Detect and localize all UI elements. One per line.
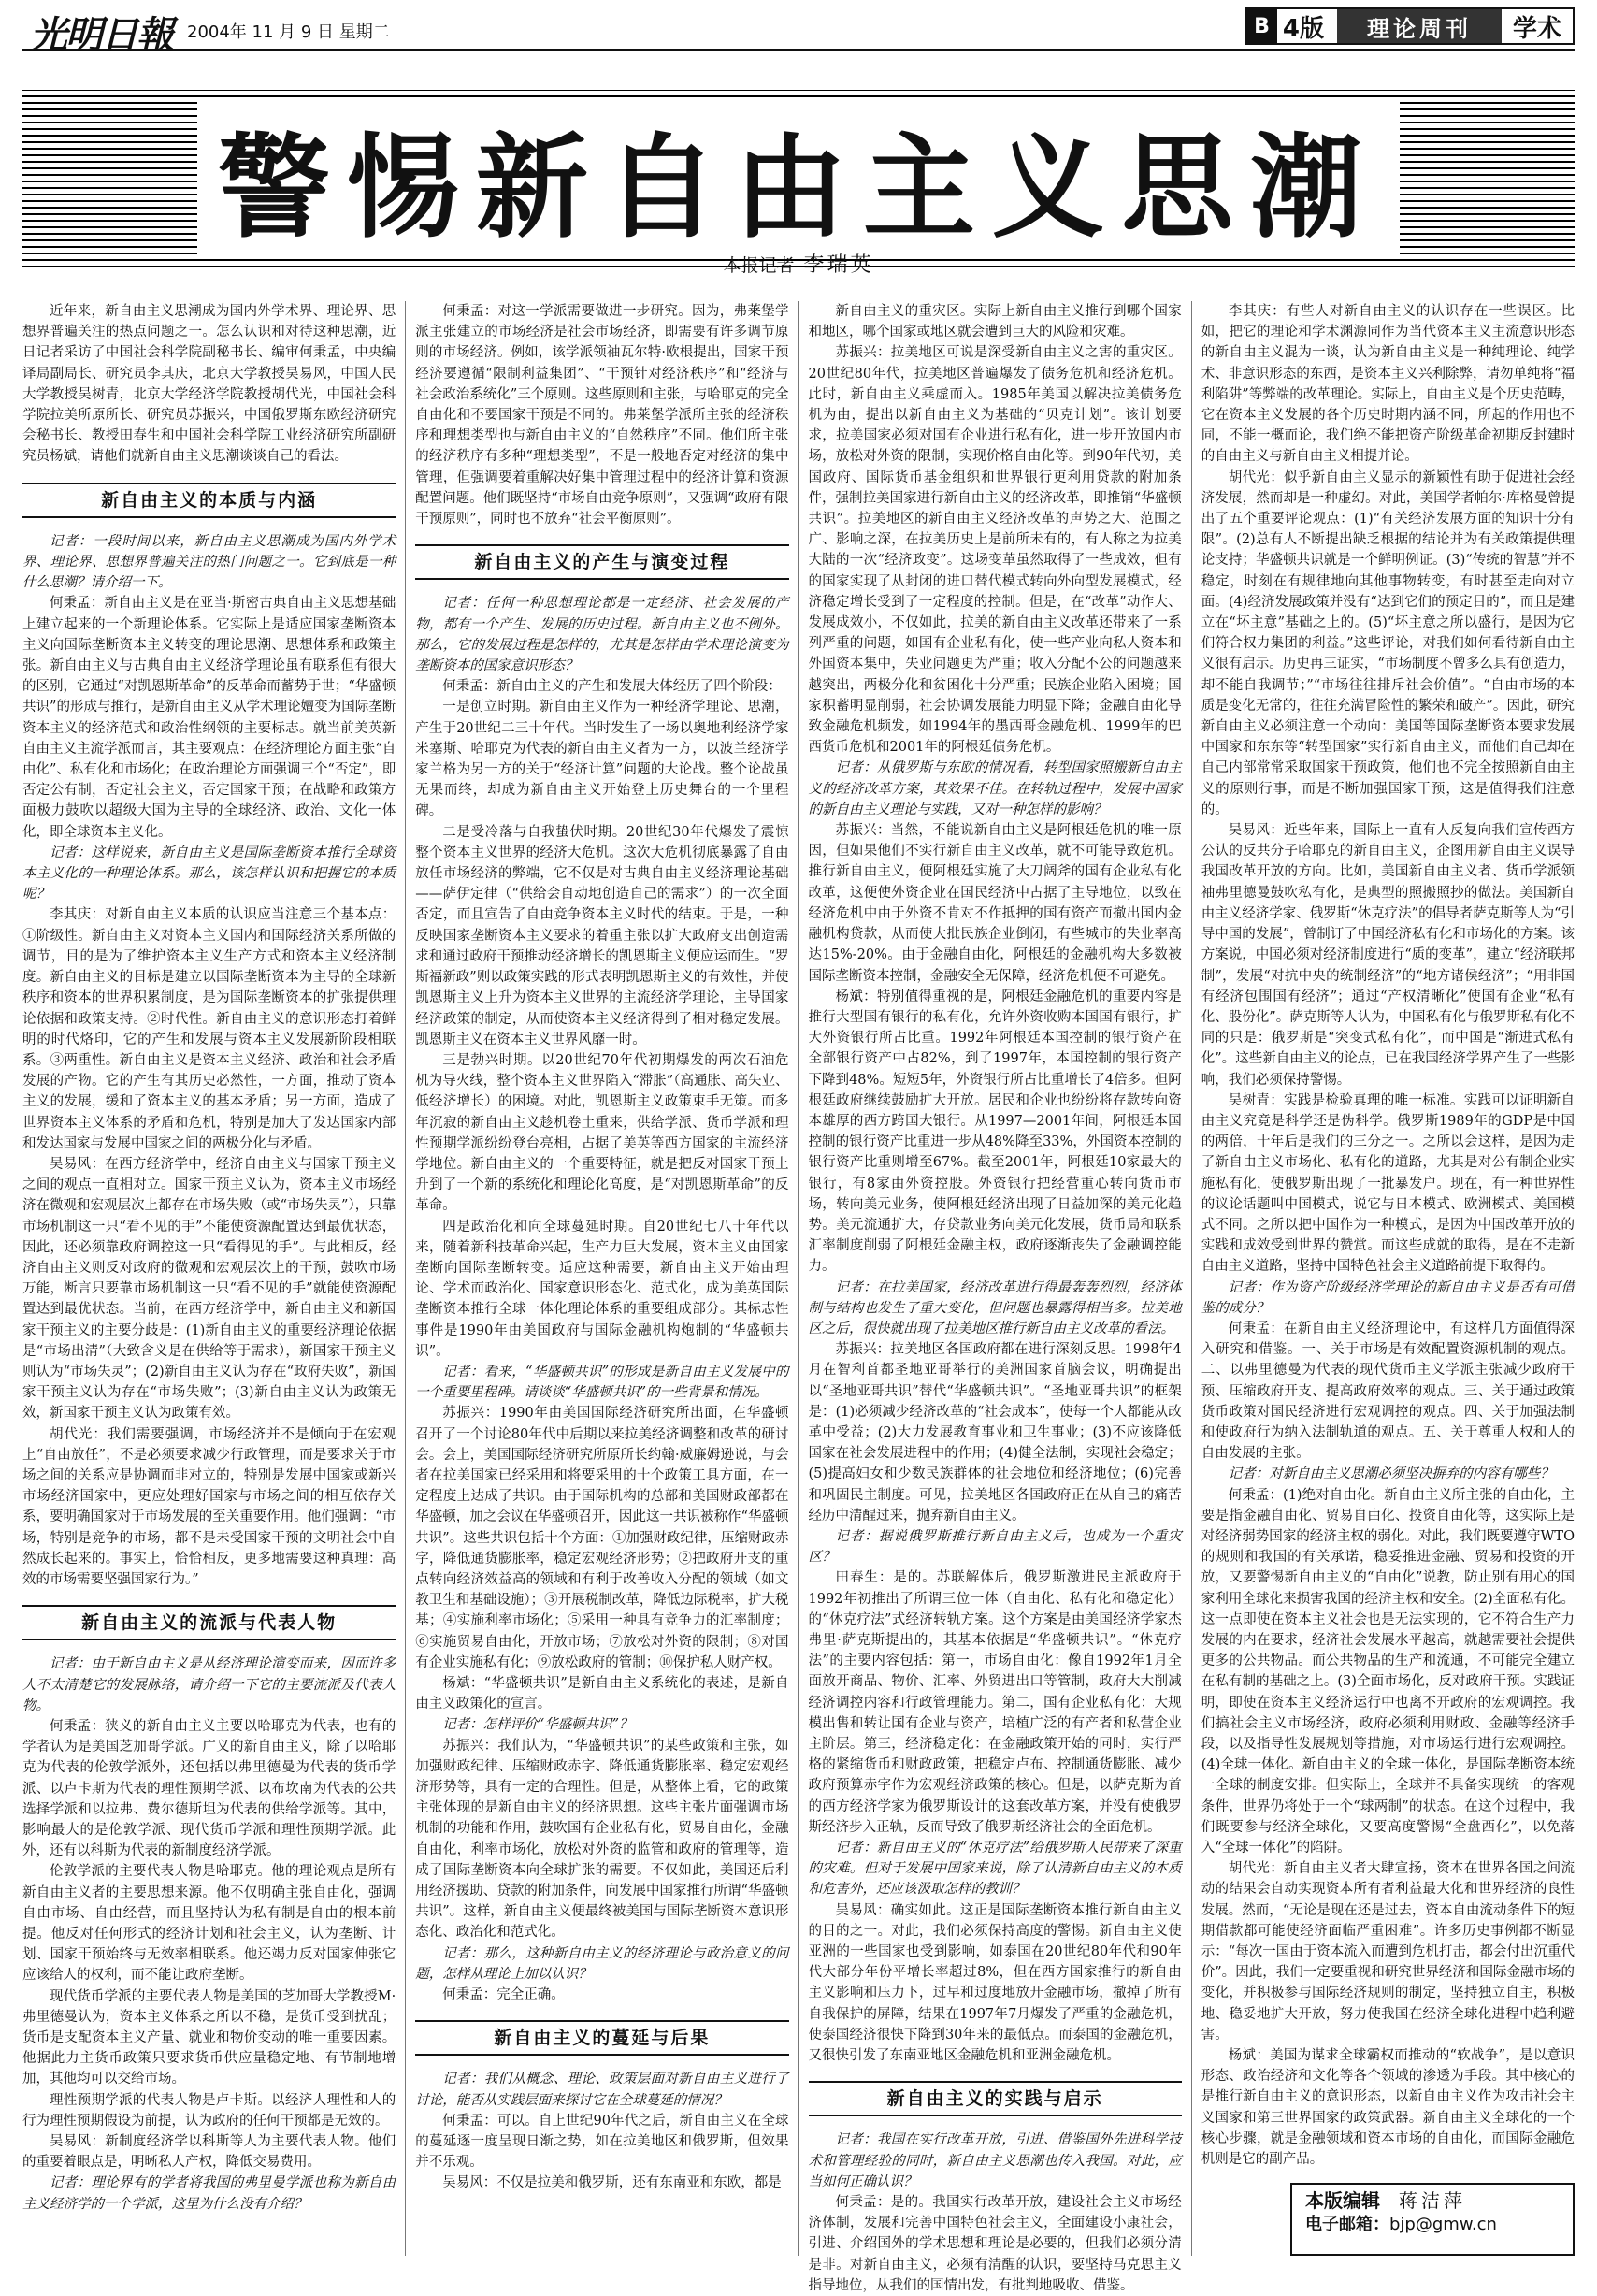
editor-box [1290, 2183, 1575, 2256]
article-columns [22, 301, 1575, 2293]
answer-paragraph: 何秉孟：是的。我国实行改革开放，建设社会主义市场经济体制，发展和完善中国特色社会主义，全面建设小康社会，引进、介绍国外的学术思想和理论是必要的，但我们必须分清是非。对新自由主义，必须有清醒的认识，要坚持马克思主义指导地位，从我们的国情出发，有批判地吸收、借鉴。 [808, 2195, 1182, 2293]
answer-paragraph: 李其庆：有些人对新自由主义的认识存在一些误区。比如，把它的理论和学术渊源同作为当代资本主义主流意识形态的新自由主义混为一谈，认为新自由主义是一种纯理论、纯学术、非意识形态的东西，是资本主义兴利除弊，请勿单纯将“福利陷阱”等弊端的改革理论。实际上，自由主义是个历史范畴，它在资本主义发展的各个历史时期内涵不同，所起的作用也不同，不能一概而论，我们绝不能把资产阶级革命初期反封建时的自由主义与新自由主义相提并论。 [1201, 304, 1575, 465]
page-letter: B [1246, 9, 1277, 43]
question-paragraph: 记者：新自由主义的“休克疗法”给俄罗斯人民带来了深重的灾难。但对于发展中国家来说，除了认清新自由主义的本质和危害外，还应该汲取怎样的教训？ [808, 1841, 1182, 1898]
answer-paragraph: 何秉孟：可以。自上世纪90年代之后，新自由主义在全球的蔓延逐一度呈现日渐之势，如在拉美地区和俄罗斯，但效果并不乐观。 [415, 2113, 789, 2171]
answer-paragraph: 何秉孟：新自由主义的产生和发展大体经历了四个阶段： [442, 679, 782, 695]
question-paragraph: 记者：在拉美国家，经济改革进行得最轰轰烈烈，经济体制与结构也发生了重大变化，但问题也暴露得相当多。拉美地区之后，很快就出现了拉美地区推行新自由主义改革的看法。 [808, 1279, 1182, 1336]
issue-date: 2004年 11 月 9 日 星期二 [187, 22, 390, 42]
answer-paragraph: 何秉孟：(1)绝对自由化。新自由主义所主张的自由化，主要是指金融自由化、贸易自由化、投资自由化等，这实际上是对经济弱势国家的经济主权的弱化。对此，我们既要遵守WTO的规则和我国的有关承诺，稳妥推进金融、贸易和投资的开放，又要警惕新自由主义的“自由化”说教，防止别有用心的国家利用全球化来损害我国的经济主权和安全。(2)全面私有化。这一点即使在资本主义社会也是无法实现的，它不符合生产力发展的内在要求，经济社会发展水平越高，就越需要社会提供更多的公共物品。而公共物品的生产和流通，不可能完全建立在私有制的基础之上。(3)全面市场化，反对政府干预。实践证明，即使在资本主义经济运行中也离不开政府的宏观调控。我们搞社会主义市场经济，政府必须利用财政、金融等经济手段，以及指导性发展规划等措施，对市场运行进行宏观调控。(4)全球一体化。新自由主义的全球一体化，是国际垄断资本统一全球的制度安排。但实际上，全球并不具备实现统一的客观条件，世界仍将处于一个“球两制”的状态。在这个过程中，我们既要参与经济全球化，又要高度警惕“全盘西化”，以免落入“全球一体化”的陷阱。 [1201, 1487, 1575, 1856]
email-line [1292, 2211, 1573, 2239]
subhead: 新自由主义的产生与演变过程 [415, 544, 788, 580]
page-badge [1245, 7, 1575, 45]
answer-paragraph: 二是受冷落与自我蛰伏时期。20世纪30年代爆发了震惊整个资本主义世界的经济大危机。这次大危机彻底暴露了自由放任市场经济的弊端，它不仅是对古典自由主义经济理论基础——萨伊定律（“供给会自动地创造自己的需求”）的一次全面否定，而且宣告了自由竞争资本主义时代的结束。于是，一种反映国家垄断资本主义要求的着重主张以扩大政府支出创造需求和通过政府干预推动经济增长的凯恩斯主义便应运而生。“罗斯福新政”则以政策实践的形式表明凯恩斯主义的有效性，并使凯恩斯主义上升为资本主义世界的主流经济学理论，主导国家经济政策的制定，从而使资本主义经济得到了相对稳定发展。凯恩斯主义在资本主义世界风靡一时。 [415, 824, 789, 1047]
answer-paragraph: 何秉孟：对这一学派需要做进一步研究。因为，弗莱堡学派主张建立的市场经济是社会市场经济，即需要有许多调节原则的市场经济。例如，该学派领袖瓦尔特·欧根提出，国家干预经济要遵循“限制利益集团”、“干预针对经济秩序”和“经济与社会政治系统化”三个原则。这些原则和主张，与哈耶克的完全自由化和不要国家干预是不同的。弗莱堡学派所主张的经济秩序和理想类型也与新自由主义的“自然秩序”不同。他们所主张的经济秩序有多种“理想类型”，不是一般地否定对经济的集中管理，但强调要着重解决好集中管理过程中的经济计算和资源配置问题。他们既坚持“市场自由竞争原则”，又强调“政府有限干预原则”，同时也不放弃“社会平衡原则”。 [415, 304, 789, 527]
answer-paragraph: 吴易风：不仅是拉美和俄罗斯，还有东南亚和东欧，都是 [442, 2175, 782, 2191]
question-paragraph: 记者：这样说来，新自由主义是国际垄断资本推行全球资本主义化的一种理论体系。那么，该怎样认识和把握它的本质呢？ [22, 845, 396, 903]
question-paragraph: 记者：看来，“华盛顿共识”的形成是新自由主义发展中的一个重要里程碑。请谈谈“华盛顿共识”的一些背景和情况。 [415, 1364, 789, 1401]
section-name: 理论周刊 [1337, 9, 1502, 43]
masthead [22, 6, 1575, 57]
field-name: 学术 [1512, 14, 1561, 43]
answer-paragraph: 苏振兴：拉美地区各国政府都在进行深刻反思。1998年4月在智利首都圣地亚哥举行的美洲国家首脑会议，明确提出以“圣地亚哥共识”替代“华盛顿共识”。“圣地亚哥共识”的框架是：(1)必须减少经济改革的“社会成本”，使每一个人都能从改革中受益；(2)大力发展教育事业和卫生事业；(3)不应该降低国家在社会发展进程中的作用；(4)健全法制，实现社会稳定；(5)提高妇女和少数民族群体的社会地位和经济地位；(6)完善和巩固民主制度。可见，拉美地区各国政府正在从自己的痛苦经历中清醒过来，抛弃新自由主义。 [808, 1342, 1182, 1523]
headline-text: 警惕新自由主义思潮 [197, 98, 1400, 259]
headline [22, 90, 1575, 267]
question-paragraph: 记者：作为资产阶级经济学理论的新自由主义是否有可借鉴的成分？ [1201, 1279, 1575, 1316]
answer-paragraph: 一是创立时期。新自由主义作为一种经济学理论、思潮，产生于20世纪二三十年代。当时发生了一场以奥地利经济学家米塞斯、哈耶克为代表的新自由主义者为一方，以波兰经济学家兰格为另一方的关于“经济计算”问题的大论战。整个论战虽无果而终，却成为新自由主义开始登上历史舞台的一个里程碑。 [415, 700, 789, 819]
answer-paragraph: 苏振兴：1990年由美国国际经济研究所出面，在华盛顿召开了一个讨论80年代中后期以来拉美经济调整和改革的研讨会。会上，美国国际经济研究所原所长约翰·威廉姆逊说，与会者在拉美国家已经采用和将要采用的十个政策工具方面，在一定程度上达成了共识。由于国际机构的总部和美国财政部都在华盛顿，加之会议在华盛顿召开，因此这一共识被称作“华盛顿共识”。这些共识包括十个方面：①加强财政纪律，压缩财政赤字，降低通货膨胀率，稳定宏观经济形势；②把政府开支的重点转向经济效益高的领域和有利于改善收入分配的领域（如文教卫生和基础设施）；③开展税制改革，降低边际税率，扩大税基；④实施利率市场化；⑤采用一种具有竞争力的汇率制度；⑥实施贸易自由化，开放市场；⑦放松对外资的限制；⑧对国有企业实施私有化；⑨放松政府的管制；⑩保护私人财产权。 [415, 1406, 789, 1670]
answer-paragraph: 苏振兴：当然，不能说新自由主义是阿根廷危机的唯一原因，但如果他们不实行新自由主义改革，就不可能导致危机。推行新自由主义，便阿根廷实施了大刀阔斧的国有企业私有化改革，这便使外资企业在国民经济中占据了主导地位，以致在经济危机中由于外资不肯对不作抵押的国有资产而撤出国内金融机构贷款，从而使大批民族企业倒闭，有些城市的失业率高达15%-20%。由于金融自由化，阿根廷的金融机构大多数被国际垄断资本控制，金融安全无保障，经济危机便不可避免。 [808, 823, 1182, 984]
question-paragraph: 记者：据说俄罗斯推行新自由主义后，也成为一个重灾区？ [808, 1528, 1182, 1566]
column-4 [1191, 301, 1575, 2256]
byline [0, 249, 1597, 278]
answer-paragraph: 理性预期学派的代表人物是卢卡斯。以经济人理性和人的行为理性预期假设为前提，认为政府的任何干预都是无效的。 [22, 2092, 396, 2129]
question-paragraph: 记者：怎样评价“华盛顿共识”？ [442, 1717, 633, 1733]
question-paragraph: 记者：我国在实行改革开放，引进、借鉴国外先进科学技术和管理经验的同时，新自由主义思潮也传入我国。对此，应当如何正确认识？ [808, 2132, 1182, 2189]
byline-label: 本报记者 [723, 255, 795, 276]
answer-paragraph: 胡代光：新自由主义者大肆宣扬，资本在世界各国之间流动的结果会自动实现资本所有者利益最大化和世界经济的良性发展。然而，“无论是现在还是过去，资本自由流动条件下的短期借款都可能使经济面临严重困难”。许多历史事例都不断显示：“每次一国由于资本流入而遭到危机打击，都会付出沉重代价”。因此，我们一定要重视和研究世界经济和国际金融市场的变化，并积极参与国际经济规则的制定，坚持独立自主，积极地、稳妥地扩大开放，努力使我国在经济全球化进程中趋利避害。 [1201, 1861, 1575, 2043]
answer-paragraph: 胡代光：似乎新自由主义显示的新颖性有助于促进社会经济发展，然而却是一种虚幻。对此，美国学者帕尔·库格曼曾提出了五个重要评论观点：(1)“有关经济发展方面的知识十分有限”。(2)总有人不断提出缺乏根据的结论并为有关政策提供理论支持；华盛顿共识就是一个鲜明例证。(3)“传统的智慧”并不稳定，时刻在有规律地向其他事物转变，有时甚至走向对立面。(4)经济发展政策并没有“达到它们的预定目的”，而且是建立在“坏主意”基础之上的。(5)“坏主意之所以盛行，是因为它们符合权力集团的利益。”这些评论，对我们如何看待新自由主义很有启示。历史再三证实，“市场制度不曾多么具有创造力，却不能自我调节；”“市场往往排斥社会价值”。“自由市场的本质是变化无常的，往往充满冒险性的繁荣和破产”。因此，研究新自由主义必须注意一个动向：美国等国际垄断资本要求发展中国家和东东等“转型国家”实行新自由主义，而他们自己却在自己内部常常采取国家干预政策，他们也不完全按照新自由主义的原则行事，而是不断加强国家干预，这是值得我们注意的。 [1201, 469, 1575, 817]
answer-paragraph: 何秉孟：新自由主义是在亚当·斯密古典自由主义思想基础上建立起来的一个新理论体系。它实际上是适应国家垄断资本主义向国际垄断资本主义转变的理论思潮、思想体系和政策主张。新自由主义与古典自由主义经济学理论虽有联系但有很大的区别，它通过“对凯恩斯革命”的反革命而蓄势于世；“华盛顿共识”的形成与推行，是新自由主义从学术理论嬗变为国际垄断资本主义的经济范式和政治性纲领的主要标志。就当前美英新自由主义主流学派而言，其主要观点：在经济理论方面主张“自由化”、私有化和市场化；在政治理论方面强调三个“否定”，即否定公有制，否定社会主义，否定国家干预；在战略和政策方面极力鼓吹以超级大国为主导的全球经济、政治、文化一体化，即全球资本主义化。 [22, 596, 396, 840]
subhead: 新自由主义的流派与代表人物 [22, 1605, 396, 1640]
answer-paragraph: 吴易风：在西方经济学中，经济自由主义与国家干预主义之间的观点一直相对立。国家干预主义认为，资本主义市场经济在微观和宏观层次上都存在市场失败（或“市场失灵”），只靠市场机制这一只“看不见的手”不能使资源配置达到最优状态，因此，还必须靠政府调控这一只“看得见的手”。与此相反，经济自由主义则反对政府的微观和宏观层次上的干预，鼓吹市场万能，断言只要靠市场机制这一只“看不见的手”就能使资源配置达到最优状态。当前，在西方经济学中，新自由主义和新国家干预主义的主要分歧是：(1)新自由主义的重要经济理论依据是“市场出清”（大致含义是在供给等于需求），新国家干预主义则认为“市场失灵”；(2)新自由主义认为存在“政府失败”，新国家干预主义认为存在“市场失败”；(3)新自由主义认为政策无效，新国家干预主义认为政策有效。 [22, 1156, 396, 1422]
answer-paragraph: 三是勃兴时期。以20世纪70年代初期爆发的两次石油危机为导火线，整个资本主义世界陷入“滞胀”（高通胀、高失业、低经济增长）的困境。对此，凯恩斯主义政策束手无策。而多年沉寂的新自由主义趁机卷土重来，供给学派、货币学派和理性预期学派纷纷登台亮相，占据了美英等西方国家的主流经济学地位。新自由主义的一个重要特征，就是把反对国家干预上升到了一个新的系统化和理论化高度，是“对凯恩斯革命”的反革命。 [415, 1052, 789, 1214]
newspaper-logo: 光明日報 [30, 13, 172, 57]
subhead: 新自由主义的本质与内涵 [22, 483, 396, 518]
question-paragraph: 记者：一段时间以来，新自由主义思潮成为国内外学术界、理论界、思想界普遍关注的热门问题之一。它到底是一种什么思潮？请介绍一下。 [22, 533, 396, 591]
email-address[interactable]: bjp@gmw.cn [1389, 2215, 1497, 2235]
question-paragraph: 记者：那么，这种新自由主义的经济理论与政治意义的问题，怎样从理论上加以认识？ [415, 1945, 789, 1982]
answer-paragraph: 杨斌：美国为谋求全球霸权而推动的“软战争”，是以意识形态、政治经济和文化等各个领域的渗透为手段。其中核心的是推行新自由主义的意识形态，以新自由主义作为攻击社会主义国家和第三世界国家的政策武器。新自由主义全球化的一个核心步骤，就是金融领域和资本市场的自由化，而国际金融危机则是它的副产品。 [1201, 2048, 1575, 2168]
answer-paragraph: 胡代光：我们需要强调，市场经济并不是倾向于在宏观上“自由放任”，不是必须要求减少行政管理，而是要求关于市场之间的关系应是协调而非对立的，特别是发展中国家或新兴市场经济国家中，更应处理好国家与市场之间的相互依存关系，要明确国家对于市场发展的至关重要作用。他们强调：“市场，特别是竞争的市场，都不是未受国家干预的文明社会中自然成长起来的。事实上，恰恰相反，更多地需要这种真理：高效的市场需要坚强国家行为。” [22, 1426, 396, 1587]
answer-paragraph: 杨斌：特别值得重视的是，阿根廷金融危机的重要内容是推行大型国有银行的私有化，允许外资收购本国国有银行，扩大外资银行所占比重。1992年阿根廷本国控制的银行资产在全部银行资产中占82%，到了1997年，本国控制的银行资产下降到48%。短短5年，外资银行所占比重增长了4倍多。但阿根廷政府继续鼓励扩大开放。居民和企业也纷纷将存款转向资本雄厚的西方跨国大银行。从1997—2001年间，阿根廷本国控制的银行资产比重进一步从48%降至33%，外国资本控制的银行资产比重则增至67%。截至2001年，阿根廷10家最大的银行，有8家由外资控股。外资银行把经营重心转向货币市场，转向美元业务，使阿根廷经济出现了日益加深的美元化趋势。美元流通扩大，存贷款业务向美元化发展，货币局和联系汇率制度削弱了阿根廷金融主权，政府逐渐丧失了金融调控能力。 [808, 989, 1182, 1275]
answer-paragraph: 吴易风：确实如此。这正是国际垄断资本推行新自由主义的目的之一。对此，我们必须保持高度的警惕。新自由主义使亚洲的一些国家也受到影响，如泰国在20世纪80年代和90年代大部分年份平增长率超过8%，但在西方国家推行的新自由主义影响和压力下，过早和过度地放开金融市场，撤掉了所有自我保护的屏障，结果在1997年7月爆发了严重的金融危机，使泰国经济很快下降到30年来的最低点。而泰国的金融危机，又很快引发了东南亚地区金融危机和亚洲金融危机。 [808, 1902, 1182, 2064]
page-number: 4版 [1282, 14, 1324, 43]
question-paragraph: 记者：任何一种思想理论都是一定经济、社会发展的产物，都有一个产生、发展的历史过程。新自由主义也不例外。那么，它的发展过程是怎样的，尤其是怎样由学术理论演变为垄断资本的国家意识形态？ [415, 596, 789, 674]
answer-paragraph: 苏振兴：我们认为，“华盛顿共识”的某些政策和主张，如加强财政纪律、压缩财政赤字、降低通货膨胀率、稳定宏观经济形势等，具有一定的合理性。但是，从整体上看，它的政策主张体现的是新自由主义的经济思想。这些主张片面强调市场机制的功能和作用，鼓吹国有企业私有化，贸易自由化，金融自由化，利率市场化，放松对外资的监管和政府的管理等，造成了国际垄断资本向全球扩张的需要。不仅如此，美国还后利用经济援助、贷款的附加条件，向发展中国家推行所谓“华盛顿共识”。这样，新自由主义便最终被美国与国际垄断资本意识形态化、政治化和范式化。 [415, 1738, 789, 1941]
headline-banner [22, 90, 1575, 267]
editor-line [1292, 2185, 1573, 2211]
column-1 [22, 301, 396, 2256]
answer-paragraph: 何秉孟：在新自由主义经济理论中，有这样几方面值得深入研究和借鉴。一、关于市场是有效配置资源机制的观点。二、以弗里德曼为代表的现代货币主义学派主张减少政府干预、压缩政府开支、提高政府效率的观点。三、关于通过政策货币政策对国民经济进行宏观调控的观点。四、关于加强法制和使政府行为纳入法制轨道的观点。五、关于尊重人权和人的自由发展的主张。 [1201, 1321, 1575, 1462]
editor-label: 本版编辑 [1305, 2189, 1380, 2212]
answer-paragraph: 伦敦学派的主要代表人物是哈耶克。他的理论观点是所有新自由主义者的主要思想来源。他不仅明确主张自由化，强调自由市场、自由经营，而且坚持认为私有制是自由的根本前提。他反对任何形式的经济计划和社会主义，认为垄断、计划、国家干预始终与无效率相联系。他还竭力反对国家伸张它应该给人的权利，而不能让政府垄断。 [22, 1864, 396, 1984]
byline-name: 李瑞英 [803, 253, 874, 277]
question-paragraph: 记者：我们从概念、理论、政策层面对新自由主义进行了讨论，能否从实践层面来探讨它在全球蔓延的情况？ [415, 2072, 789, 2108]
editor-name: 蒋洁萍 [1399, 2189, 1466, 2212]
question-paragraph: 记者：由于新自由主义是从经济理论演变而来，因而许多人不太清楚它的发展脉络，请介绍一下它的主要流派及代表人物。 [22, 1656, 396, 1713]
answer-paragraph: 吴易风：近些年来，国际上一直有人反复向我们宣传西方公认的反共分子哈耶克的新自由主义，企图用新自由主义误导我国改革开放的方向。比如，美国新自由主义者、货币学派领袖弗里德曼鼓吹私有化，是典型的照搬照抄的做法。美国新自由主义经济学家、俄罗斯“休克疗法”的倡导者萨克斯等人为“引导中国的发展”，曾制订了中国经济私有化和市场化的方案。该方案说，中国必须对经济制度进行“质的变革”，建立“经济联邦制”，发展“对抗中央的统制经济”的“地方诸侯经济”；“用非国有经济包围国有经济”；通过“产权清晰化”使国有企业“私有化、股份化”。萨克斯等人认为，中国私有化与俄罗斯私有化不同的只是：俄罗斯是“突变式私有化”，而中国是“渐进式私有化”。这些新自由主义的论点，已在我国经济学界产生了一些影响，我们必须保持警惕。 [1201, 823, 1575, 1088]
answer-paragraph: 杨斌：“华盛顿共识”是新自由主义系统化的表述，是新自由主义政策化的宣言。 [415, 1676, 789, 1712]
answer-paragraph: 吴树青：实践是检验真理的唯一标准。实践可以证明新自由主义究竟是科学还是伪科学。俄罗斯1989年的GDP是中国的两倍，十年后是我们的三分之一。之所以会这样，是因为走了新自由主义市场化、私有化的道路，尤其是对公有制企业实施私有化，使俄罗斯出现了一批暴发户。现在，有一种世界性的议论话题叫中国模式，说它与日本模式、欧洲模式、美国模式不同。之所以把中国作为一种模式，是因为中国改革开放的实践和成效受到世界的赞赏。而这些成就的取得，是在不走新自由主义道路，坚持中国特色社会主义道路前提下取得的。 [1201, 1092, 1575, 1275]
email-label: 电子邮箱： [1305, 2215, 1389, 2235]
answer-paragraph: 何秉孟：狭义的新自由主义主要以哈耶克为代表，也有的学者认为是美国芝加哥学派。广义的新自由主义，除了以哈耶克为代表的伦敦学派外，还包括以弗里德曼为代表的货币学派、以卢卡斯为代表的理性预期学派、以布坎南为代表的公共选择学派和以拉弗、费尔德斯坦为代表的供给学派等。其中，影响最大的是伦敦学派、现代货币学派和理性预期学派。此外，还有以科斯为代表的新制度经济学派。 [22, 1719, 396, 1859]
column-2 [405, 301, 788, 2256]
subhead: 新自由主义的蔓延与后果 [415, 2020, 788, 2056]
answer-paragraph: 何秉孟：完全正确。 [442, 1987, 565, 2003]
subhead: 新自由主义的实践与启示 [809, 2081, 1182, 2116]
intro-paragraph: 近年来，新自由主义思潮成为国内外学术界、理论界、思想界普遍关注的热点问题之一。怎么认识和对待这种思潮，近日记者采访了中国社会科学院副秘书长、编审何秉孟，中央编译局副局长、研究员李其庆，北京大学教授吴易风，中国人民大学教授吴树青，北京大学经济学院教授胡代光，中国社会科学院拉美所原所长、研究员苏振兴，中国俄罗斯东欧经济研究会秘书长、教授田春生和中国社会科学院工业经济研究所副研究员杨斌，请他们就新自由主义思潮谈谈自己的看法。 [22, 304, 396, 465]
answer-paragraph: 现代货币学派的主要代表人物是美国的芝加哥大学教授M·弗里德曼认为，资本主义体系之所以不稳，是货币受到扰乱；货币是支配资本主义产量、就业和物价变动的唯一重要因素。他据此力主货币政策只要求货币供应量稳定地、有节制地增加，其他均可以交给市场。 [22, 1988, 396, 2087]
answer-paragraph: 新自由主义的重灾区。实际上新自由主义推行到哪个国家和地区，哪个国家或地区就会遭到巨大的风险和灾难。 [808, 304, 1182, 340]
answer-paragraph: 吴易风：新制度经济学以科斯等人为主要代表人物。他们的重要着眼点是，明晰私人产权，降低交易费用。 [22, 2134, 396, 2171]
column-3 [798, 301, 1182, 2293]
question-paragraph: 记者：从俄罗斯与东欧的情况看，转型国家照搬新自由主义的经济改革方案，其效果不佳。在转轨过程中，发展中国家的新自由主义理论与实践，又对一种怎样的影响？ [808, 760, 1182, 817]
question-paragraph: 记者：对新自由主义思潮必须坚决摒弃的内容有哪些？ [1228, 1466, 1554, 1482]
question-paragraph: 记者：理论界有的学者将我国的弗里曼学派也称为新自由主义经济学的一个学派，这里为什么没有介绍？ [22, 2175, 396, 2212]
answer-paragraph: 田春生：是的。苏联解体后，俄罗斯激进民主派政府于1992年初推出了所谓三位一体（自由化、私有化和稳定化）的“休克疗法”式经济转轨方案。这个方案是由美国经济学家杰弗里·萨克斯提出的，其基本依据是“华盛顿共识”。“休克疗法”的主要内容包括：第一，市场自由化：像自1992年1月全面放开商品、物价、汇率、外贸进出口等管制，政府大大削减经济调控内容和行政管理能力。第二，国有企业私有化：大规模出售和转让国有企业与资产，培植广泛的有产者和私营企业主阶层。第三，经济稳定化：在金融政策开始的同时，实行严格的紧缩货币和财政政策，把稳定卢布、控制通货膨胀、减少政府预算赤字作为宏观经济政策的核心。但是，以萨克斯为首的西方经济学家为俄罗斯设计的这套改革方案，并没有使俄罗斯经济步入正轨，反而导致了俄罗斯经济社会的全面危机。 [808, 1570, 1182, 1835]
answer-paragraph: 四是政治化和向全球蔓延时期。自20世纪七八十年代以来，随着新科技革命兴起，生产力巨大发展，资本主义由国家垄断向国际垄断转变。适应这种需要，新自由主义开始由理论、学术而政治化、国家意识形态化、范式化，成为美英国际垄断资本推行全球一体化理论体系的重要组成部分。其标志性事件是1990年由美国政府与国际金融机构炮制的“华盛顿共识”。 [415, 1219, 789, 1359]
answer-paragraph: 李其庆：对新自由主义本质的认识应当注意三个基本点：①阶级性。新自由主义对资本主义国内和国际经济关系所做的调节，目的是为了维护资本主义生产方式和资本主义经济制度。新自由主义的目标是建立以国际垄断资本为主导的全球新秩序和资本的世界积累制度，是为国际垄断资本的扩张提供理论依据和政策支持。②时代性。新自由主义的意识形态打着鲜明的时代烙印，它的产生和发展与资本主义发展新阶段相联系。③两重性。新自由主义是资本主义经济、政治和社会矛盾发展的产物。它的产生有其历史必然性，一方面，推动了资本主义的发展，缓和了资本主义的基本矛盾；另一方面，造成了世界资本主义体系的矛盾和危机，特别是加大了发达国家内部和发达国家与发展中国家之间的两极分化与矛盾。 [22, 907, 396, 1151]
answer-paragraph: 苏振兴：拉美地区可说是深受新自由主义之害的重灾区。20世纪80年代，拉美地区普遍爆发了债务危机和经济危机。此时，新自由主义乘虚而入。1985年美国以解决拉美债务危机为由，提出以新自由主义为基础的“贝克计划”。该计划要求，拉美国家必须对国有企业进行私有化，进一步开放国内市场，放松对外资的限制，实现价格自由化等。到90年代初，美国政府、国际货币基金组织和世界银行更利用贷款的附加条件，强制拉美国家进行新自由主义的经济改革，即推销“华盛顿共识”。拉美地区的新自由主义经济改革的声势之大、范围之广、影响之深，在拉美历史上是前所未有的，有人称之为拉美大陆的一次“经济政变”。这场变革虽然取得了一些成效，但有的国家实现了从封闭的进口替代模式转向外向型发展模式，经济稳定增长受到了一定程度的控制。但是，在“改革”动作大、发展成效小，不仅如此，拉美的新自由主义改革还带来了一系列严重的问题，如国有企业私有化，使一些产业向私人资本和外国资本集中，失业问题更为严重；收入分配不公的问题越来越突出，两极分化和贫困化十分严重；民族企业陷入困境；国家积蓄明显削弱，社会协调发展能力明显下降；金融自由化导致金融危机频发，如1994年的墨西哥金融危机、1999年的巴西货币危机和2001年的阿根廷债务危机。 [808, 345, 1182, 756]
